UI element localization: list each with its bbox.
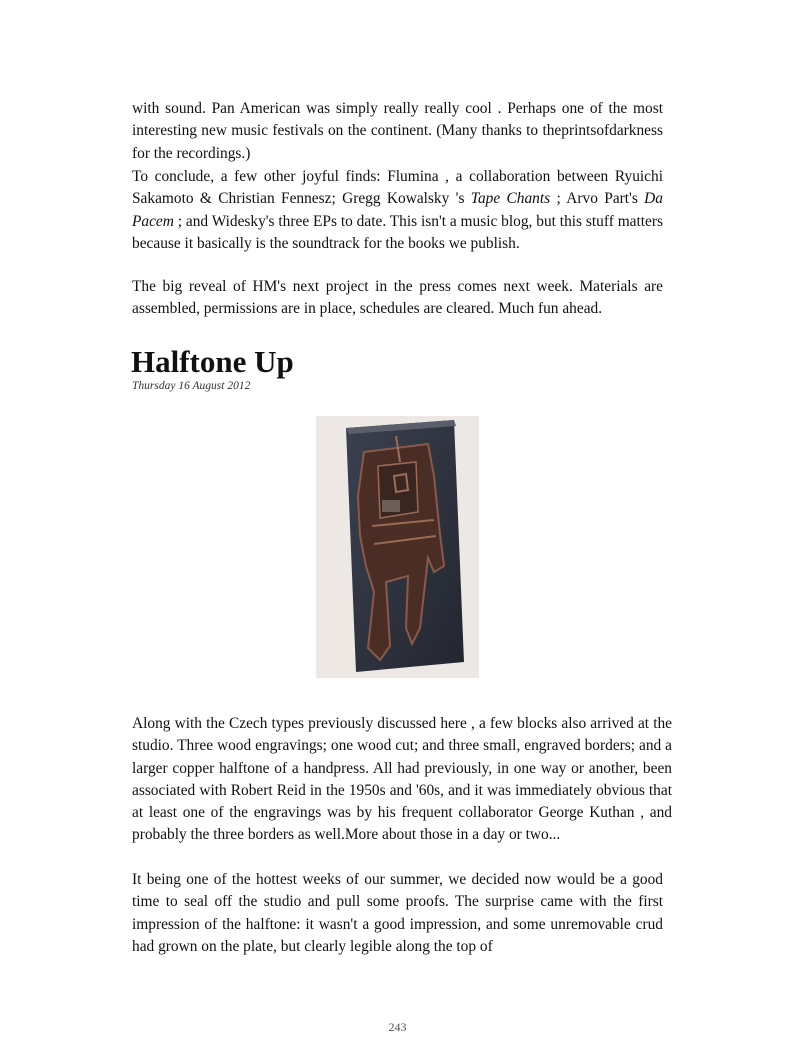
da-pacem-title: Da Pacem xyxy=(132,190,663,230)
plate-highlight xyxy=(382,500,400,512)
p1-text-b: . Perhaps one of the most interesting new music festivals on the continent. (Many thanks to theprintsofdarkness for the recordings.) xyxy=(132,100,663,162)
halftone-block-photo xyxy=(316,416,479,678)
post-date: Thursday 16 August 2012 xyxy=(132,380,251,392)
p1-text-a: with sound. Pan American was simply really really cool xyxy=(132,100,492,117)
post-paragraph-2: It being one of the hottest weeks of our summer, we decided now would be a good time to seal off the studio and pull some proofs. The surprise came with the first impression of the halftone: it wasn't a good impression, and some unremovable crud had grown on the plate, but clearly legible along the top of xyxy=(132,871,663,955)
p2-text-b: , a collaboration between Ryuichi Sakamoto & Christian Fennesz; Gregg Kowalsky xyxy=(132,168,663,208)
intro-paragraph-3: The big reveal of HM's next project in the press comes next week. Materials are assembled, permissions are in place, schedules are cleared. Much fun ahead. xyxy=(132,278,663,318)
post-paragraph-1 xyxy=(132,713,672,847)
p2-text-e: ; and Widesky's three EPs to date. This isn't a music blog, but this stuff matters because it basically is the soundtrack for the books we publish. xyxy=(132,212,663,252)
halftone-block-image xyxy=(316,416,479,678)
tape-chants-title: Tape Chants xyxy=(470,190,551,208)
p2-text-a: To conclude, a few other joyful finds: Flumina xyxy=(132,168,439,185)
page-number: 243 xyxy=(388,1020,407,1034)
p4-text-c: , and probably the three borders as well.More about those in a day or two... xyxy=(132,804,672,844)
p2-text-c: 's xyxy=(449,190,471,208)
p4-text-a: Along with the Czech types previously discussed here xyxy=(132,715,467,732)
p4-text-b: , a few blocks also arrived at the studio. Three wood engravings; one wood cut; and three small, engraved borders; and a larger copper halftone of a handpress. All had previously, in one way or another, been associated with Robert Reid in the 1950s and '60s, and it was immediately obvious that at least one of the engravings was by his frequent collaborator George Kuthan xyxy=(132,715,673,822)
intro-paragraph-2 xyxy=(132,166,663,255)
intro-paragraph-1 xyxy=(132,98,663,165)
p2-text-d: ; Arvo Part's xyxy=(550,190,645,208)
post-title: Halftone Up xyxy=(131,344,294,379)
